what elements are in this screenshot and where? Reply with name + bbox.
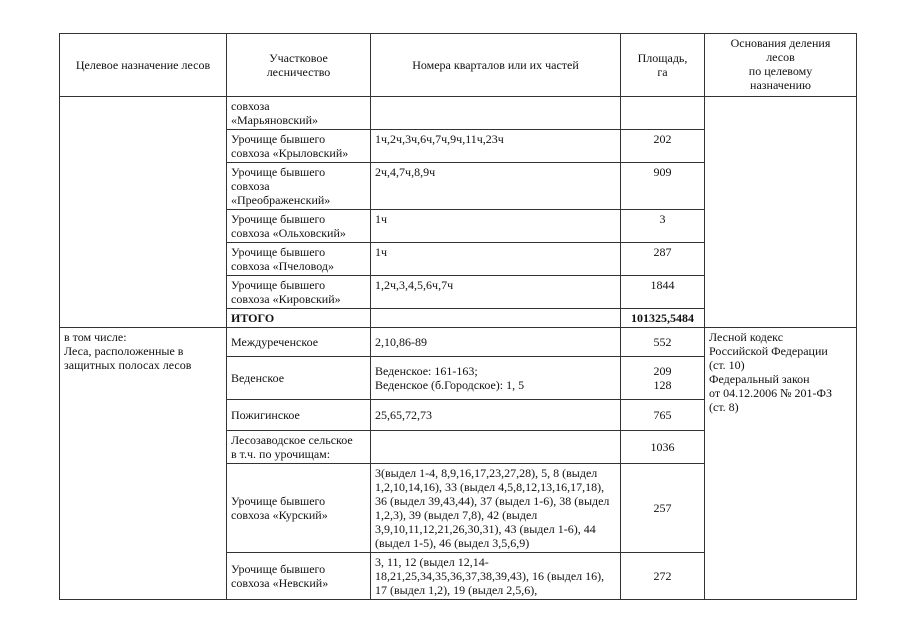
quarters-cell: 25,65,72,73 [371, 400, 621, 431]
area-cell: 287 [621, 243, 705, 276]
area-cell: 3 [621, 210, 705, 243]
header-basis: Основания деления лесов по целевому назначению [705, 34, 857, 97]
quarters-cell [371, 97, 621, 130]
area-cell: 257 [621, 464, 705, 553]
quarters-cell: 1ч [371, 210, 621, 243]
area-cell: 552 [621, 328, 705, 357]
forestry-cell: Урочище бывшего совхоза «Крыловский» [227, 130, 371, 163]
total-quarters-cell [371, 309, 621, 328]
quarters-cell: 1ч,2ч,3ч,6ч,7ч,9ч,11ч,23ч [371, 130, 621, 163]
forestry-cell: Веденское [227, 357, 371, 400]
area-cell: 202 [621, 130, 705, 163]
table-header-row [60, 34, 857, 97]
area-cell: 909 [621, 163, 705, 210]
forestry-cell: Лесозаводское сельское в т.ч. по урочищам: [227, 431, 371, 464]
forestry-cell: Урочище бывшего совхоза «Пчеловод» [227, 243, 371, 276]
quarters-cell: 1ч [371, 243, 621, 276]
forestry-cell: Урочище бывшего совхоза «Ольховский» [227, 210, 371, 243]
area-cell: 1844 [621, 276, 705, 309]
quarters-cell: 2,10,86-89 [371, 328, 621, 357]
purpose-cell-section1 [60, 97, 227, 328]
document-page [59, 33, 856, 600]
quarters-cell: 1,2ч,3,4,5,6ч,7ч [371, 276, 621, 309]
forestry-cell: Урочище бывшего совхоза «Курский» [227, 464, 371, 553]
quarters-cell: 2ч,4,7ч,8,9ч [371, 163, 621, 210]
forestry-cell: Урочище бывшего совхоза «Невский» [227, 553, 371, 600]
header-area: Площадь, га [621, 34, 705, 97]
header-quarters: Номера кварталов или их частей [371, 34, 621, 97]
area-cell: 1036 [621, 431, 705, 464]
quarters-cell: Веденское: 161-163; Веденское (б.Городское): 1, 5 [371, 357, 621, 400]
total-area: 101325,5484 [621, 309, 705, 328]
forest-purpose-table [59, 33, 857, 600]
header-forestry: Участковое лесничество [227, 34, 371, 97]
header-purpose: Целевое назначение лесов [60, 34, 227, 97]
forestry-cell: Пожигинское [227, 400, 371, 431]
table-row [60, 97, 857, 130]
forestry-cell: совхоза «Марьяновский» [227, 97, 371, 130]
purpose-cell-protective-strips: в том числе: Леса, расположенные в защитных полосах лесов [60, 328, 227, 600]
quarters-cell [371, 431, 621, 464]
area-cell: 765 [621, 400, 705, 431]
quarters-cell: 3, 11, 12 (выдел 12,14-18,21,25,34,35,36,37,38,39,43), 16 (выдел 16), 17 (выдел 1,2), 19 (выдел 2,5,6), [371, 553, 621, 600]
quarters-cell: 3(выдел 1-4, 8,9,16,17,23,27,28), 5, 8 (выдел 1,2,10,14,16), 33 (выдел 4,5,8,12,13,16,17,18), 36 (выдел 39,43,44), 37 (выдел 1-6), 38 (выдел 1,2,3), 39 (выдел 7,8), 42 (выдел 3,9,10,11,12,21,26,30,31), 43 (выдел 1-6), 44 (выдел 1-5), 46 (выдел 3,5,6,9) [371, 464, 621, 553]
area-cell: 209 128 [621, 357, 705, 400]
area-cell: 272 [621, 553, 705, 600]
forestry-cell: Урочище бывшего совхоза «Кировский» [227, 276, 371, 309]
forestry-cell: Урочище бывшего совхоза «Преображенский» [227, 163, 371, 210]
basis-cell-section1 [705, 97, 857, 328]
table-row [60, 328, 857, 357]
basis-cell-protective-strips: Лесной кодекс Российской Федерации (ст. 10) Федеральный закон от 04.12.2006 № 201-ФЗ (ст. 8) [705, 328, 857, 600]
area-cell [621, 97, 705, 130]
total-label: ИТОГО [227, 309, 371, 328]
forestry-cell: Междуреченское [227, 328, 371, 357]
